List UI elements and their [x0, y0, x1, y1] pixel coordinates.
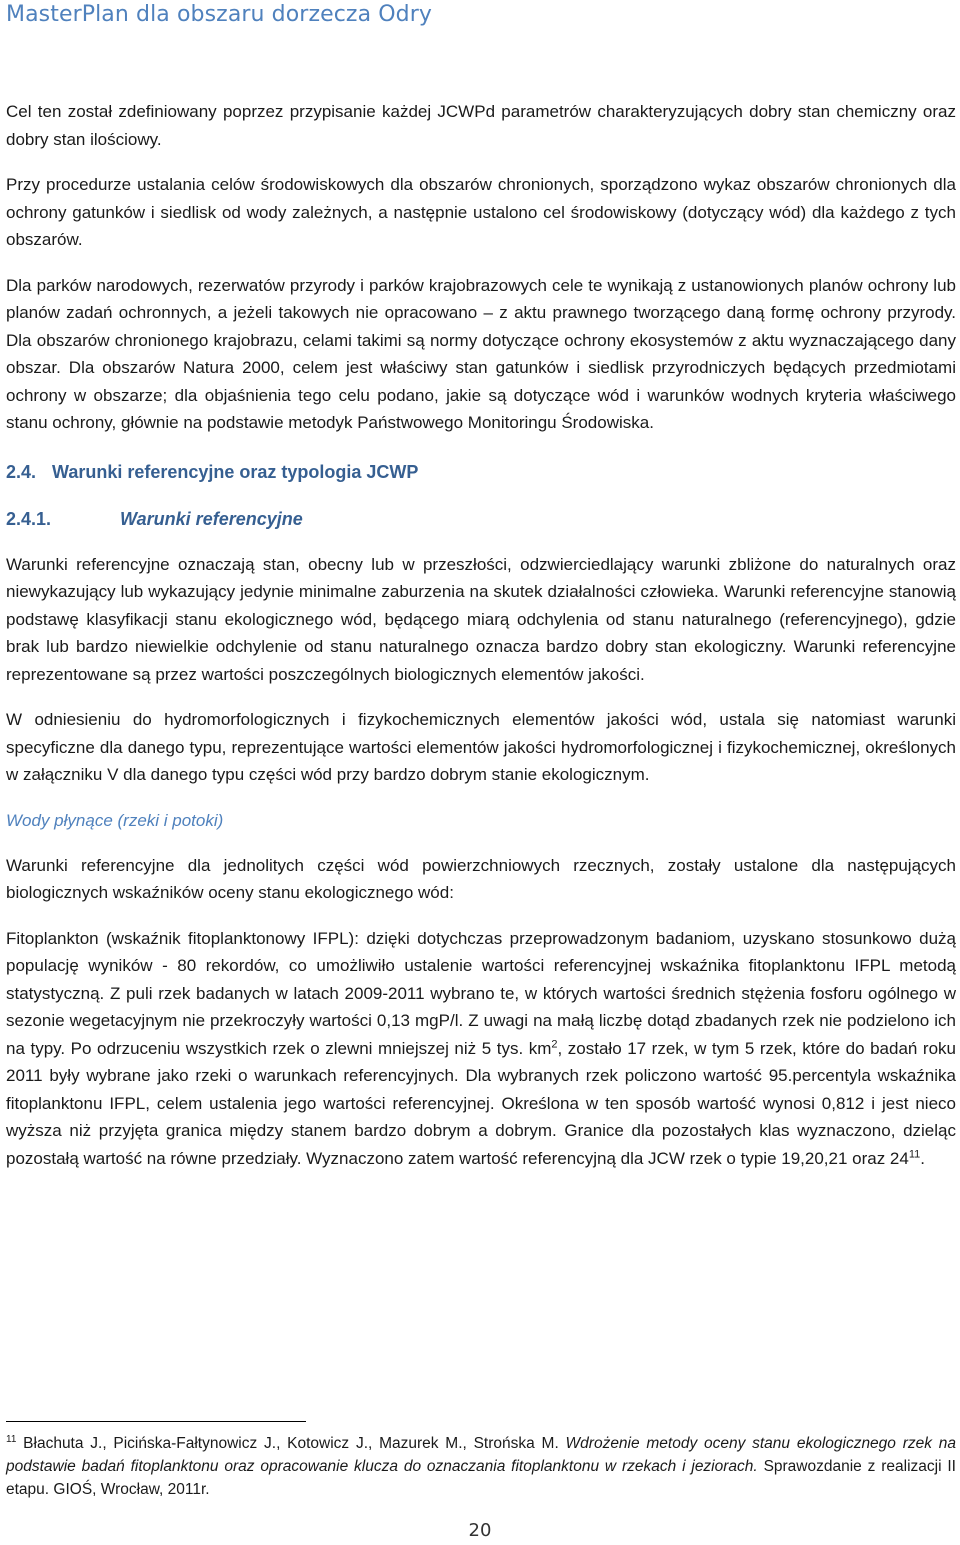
superscript: 2 [551, 1037, 558, 1050]
paragraph-text: . [920, 1148, 925, 1168]
paragraph-fitoplankton [6, 925, 956, 1173]
page-body [6, 98, 956, 1172]
footnote-title: Wdrożenie metody oceny stanu ekologicznego rzek na podstawie badań fitoplanktonu oraz opracowanie klucza do oznaczania fitoplanktonu w rzekach i jeziorach. [6, 1435, 956, 1475]
paragraph: Warunki referencyjne oznaczają stan, obecny lub w przeszłości, odzwierciedlający warunki zbliżone do naturalnych oraz niewykazujący lub wykazujący jedynie minimalne zaburzenia na skutek działalności człowieka. Warunki referencyjne stanowią podstawę klasyfikacji stanu ekologicznego wód, będącego miarą odchylenia od stanu naturalnego (referencyjnego), gdzie brak lub bardzo niewielkie odchylenie od stanu naturalnego oznacza bardzo dobry stan ekologiczny. Warunki referencyjne reprezentowane są przez wartości poszczególnych biologicznych elementów jakości. [6, 554, 956, 684]
paragraph: Warunki referencyjne dla jednolitych części wód powierzchniowych rzecznych, zostały ustalone dla następujących biologicznych wskaźników oceny stanu ekologicznego wód: [6, 855, 956, 902]
running-header: MasterPlan dla obszaru dorzecza Odry [6, 2, 432, 27]
footnote [6, 1432, 956, 1501]
paragraph-text: Fitoplankton (wskaźnik fitoplanktonowy IFPL): dzięki dotychczas przeprowadzonym badaniom, uzyskano stosunkowo dużą populację wyników - 80 rekordów, co umożliwiło ustalenie wartości referencyjnej wskaźnika fitoplanktonu IFPL metodą statystyczną. Z puli rzek badanych w latach 2009-2011 wybrano te, w których wartości średnich stężenia fosforu ogólnego w sezonie wegetacyjnym nie przekroczyły wartości 0,13 mgP/l. Z uwagi na małą liczbę dotąd zbadanych rzek nie podzielono ich na typy. Po odrzuceniu wszystkich rzek o zlewni mniejszej niż 5 tys. km [6, 928, 956, 1058]
paragraph: Cel ten został zdefiniowany poprzez przypisanie każdej JCWPd parametrów charakteryzujących dobry stan chemiczny oraz dobry stan ilościowy. [6, 102, 956, 149]
footnote-number: 11 [6, 1433, 17, 1445]
paragraph-text: , zostało 17 rzek, w tym 5 rzek, które do badań roku 2011 były wybrane jako rzeki o warunkach referencyjnych. Dla wybranych rzek policzono wartość 95.percentyla wskaźnika fitoplanktonu IFPL, celem ustalenia jego wartości referencyjnej. Określona w ten sposób wartość wynosi 0,812 i jest nieco wyższa niż przyjęta granica między stanem bardzo dobrym a dobrym. Granice dla pozostałych klas wyznaczono, dzieląc pozostałą wartość na równe przedziały. Wyznaczono zatem wartość referencyjną dla JCW rzek o typie 19,20,21 oraz 24 [6, 1038, 956, 1168]
footnote-rest: Sprawozdanie z realizacji II etapu. GIOŚ, Wrocław, 2011r. [6, 1458, 956, 1498]
footnote-separator [6, 1421, 306, 1422]
subsection-title: Warunki referencyjne [120, 508, 303, 529]
section-number: 2.4. [6, 461, 37, 482]
subsection-number: 2.4.1. [6, 508, 52, 529]
subheading: Wody płynące (rzeki i potoki) [6, 810, 224, 830]
page-number: 20 [468, 1520, 492, 1541]
section-title: Warunki referencyjne oraz typologia JCWP [52, 461, 419, 482]
paragraph: Przy procedurze ustalania celów środowiskowych dla obszarów chronionych, sporządzono wykaz obszarów chronionych dla ochrony gatunków i siedlisk od wody zależnych, a następnie ustalono cel środowiskowy (dotyczący wód) dla każdego z tych obszarów. [6, 175, 956, 249]
footnote-authors: Błachuta J., Picińska-Fałtynowicz J., Kotowicz J., Mazurek M., Strońska M. [16, 1435, 566, 1452]
paragraph: Dla parków narodowych, rezerwatów przyrody i parków krajobrazowych cele te wynikają z ustanowionych planów ochrony lub planów zadań ochronnych, a jeżeli takowych nie opracowano – z aktu prawnego tworzącego daną formę ochrony przyrody. Dla obszarów chronionego krajobrazu, celami takimi są normy dotyczące ochrony ekosystemów z aktu wyznaczającego dany obszar. Dla obszarów Natura 2000, celem jest właściwy stan gatunków i siedlisk przyrodniczych będących przedmiotami ochrony w obszarze; dla objaśnienia tego celu podano, jakie są dotyczące wód i warunków wodnych kryteria właściwego stanu ochrony, głównie na podstawie metodyk Państwowego Monitoringu Środowiska. [6, 275, 956, 432]
section-heading [6, 459, 956, 486]
paragraph: W odniesieniu do hydromorfologicznych i fizykochemicznych elementów jakości wód, ustala się natomiast warunki specyficzne dla danego typu, reprezentujące wartości elementów jakości hydromorfologicznej i fizykochemicznej, określonych w załączniku V dla danego typu części wód przy bardzo dobrym stanie ekologicznym. [6, 710, 956, 784]
footnote-reference[interactable]: 11 [908, 1147, 921, 1160]
subsection-heading [6, 506, 956, 533]
